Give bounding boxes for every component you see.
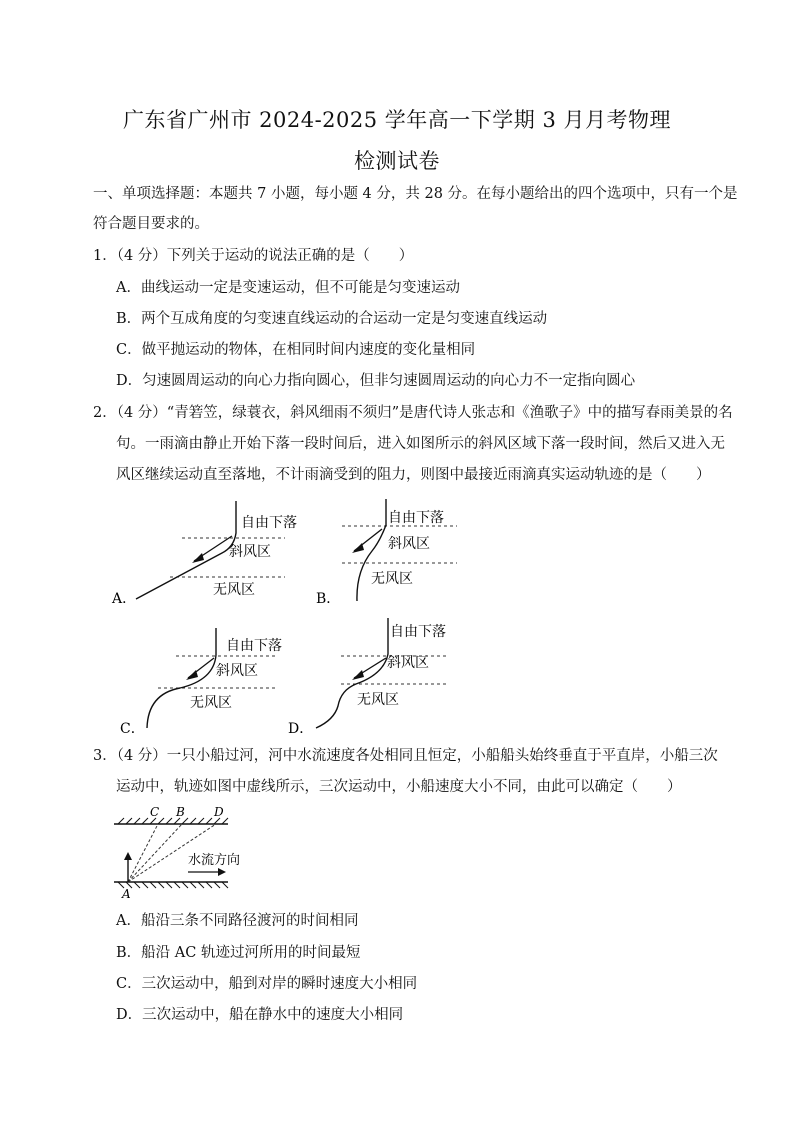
q2-stem-line3: 风区继续运动直至落地，不计雨滴受到的阻力，则图中最接近雨滴真实运动轨迹的是（ ）	[116, 467, 711, 483]
q2-c-free-fall-label: 自由下落	[226, 638, 282, 654]
q1-option-c: C．做平抛运动的物体，在相同时间内速度的变化量相同	[116, 342, 476, 358]
q3-point-d: D	[214, 805, 224, 819]
q2-a-free-fall-label: 自由下落	[241, 515, 297, 531]
q3-point-b: B	[176, 805, 185, 819]
q2-figure-d	[286, 614, 466, 738]
q2-c-no-wind-label: 无风区	[190, 695, 232, 711]
q1-option-b: B．两个互成角度的匀变速直线运动的合运动一定是匀变速直线运动	[116, 311, 548, 327]
q2-figure-a	[110, 495, 310, 607]
q2-d-free-fall-label: 自由下落	[390, 624, 446, 640]
q1-stem: 1．（4 分）下列关于运动的说法正确的是（ ）	[93, 248, 414, 264]
q2-stem-line1: 2．（4 分）“青箬笠，绿蓑衣，斜风细雨不须归”是唐代诗人张志和《渔歌子》中的描写春雨美景的名	[93, 405, 733, 421]
q3-river-figure	[110, 800, 260, 902]
q2-label-a: A．	[112, 591, 137, 607]
q2-figure-c	[118, 622, 298, 738]
q2-stem-line2: 句。一雨滴由静止开始下落一段时间后，进入如图所示的斜风区域下落一段时间，然后又进入无	[116, 436, 725, 452]
q1-option-a: A．曲线运动一定是变速运动，但不可能是匀变速运动	[116, 280, 460, 296]
q2-figure-b	[312, 495, 472, 607]
q3-stem-line1: 3．（4 分）一只小船过河，河中水流速度各处相同且恒定，小船船头始终垂直于平直岸，小船三次	[93, 748, 718, 764]
q2-c-wind-label: 斜风区	[216, 663, 258, 679]
q3-point-c: C	[150, 805, 160, 819]
q2-label-c: C．	[120, 721, 145, 737]
q2-b-no-wind-label: 无风区	[371, 571, 413, 587]
q3-point-a: A	[122, 887, 131, 901]
page-title: 广东省广州市 2024-2025 学年高一下学期 3 月月考物理	[122, 108, 672, 132]
page-subtitle: 检测试卷	[354, 149, 440, 173]
q2-d-no-wind-label: 无风区	[357, 692, 399, 708]
q2-label-d: D．	[288, 721, 314, 737]
q2-a-wind-label: 斜风区	[229, 544, 271, 560]
q2-b-free-fall-label: 自由下落	[388, 510, 444, 526]
q3-flow-label: 水流方向	[188, 853, 241, 868]
q2-a-no-wind-label: 无风区	[213, 582, 255, 598]
q3-option-a: A．船沿三条不同路径渡河的时间相同	[116, 913, 359, 929]
q3-option-b: B．船沿 AC 轨迹过河所用的时间最短	[116, 945, 361, 961]
section-heading-cont: 符合题目要求的。	[93, 216, 209, 232]
q2-label-b: B．	[316, 591, 341, 607]
q3-option-c: C．三次运动中，船到对岸的瞬时速度大小相同	[116, 976, 418, 992]
section-heading: 一、单项选择题：本题共 7 小题，每小题 4 分，共 28 分。在每小题给出的四个选项中，只有一个是	[93, 186, 738, 202]
q2-b-wind-label: 斜风区	[388, 536, 430, 552]
q3-stem-line2: 运动中，轨迹如图中虚线所示，三次运动中，小船速度大小不同，由此可以确定（ ）	[116, 779, 682, 795]
q1-option-d: D．匀速圆周运动的向心力指向圆心，但非匀速圆周运动的向心力不一定指向圆心	[116, 373, 636, 389]
q2-d-wind-label: 斜风区	[387, 655, 429, 671]
q3-option-d: D．三次运动中，船在静水中的速度大小相同	[116, 1007, 404, 1023]
